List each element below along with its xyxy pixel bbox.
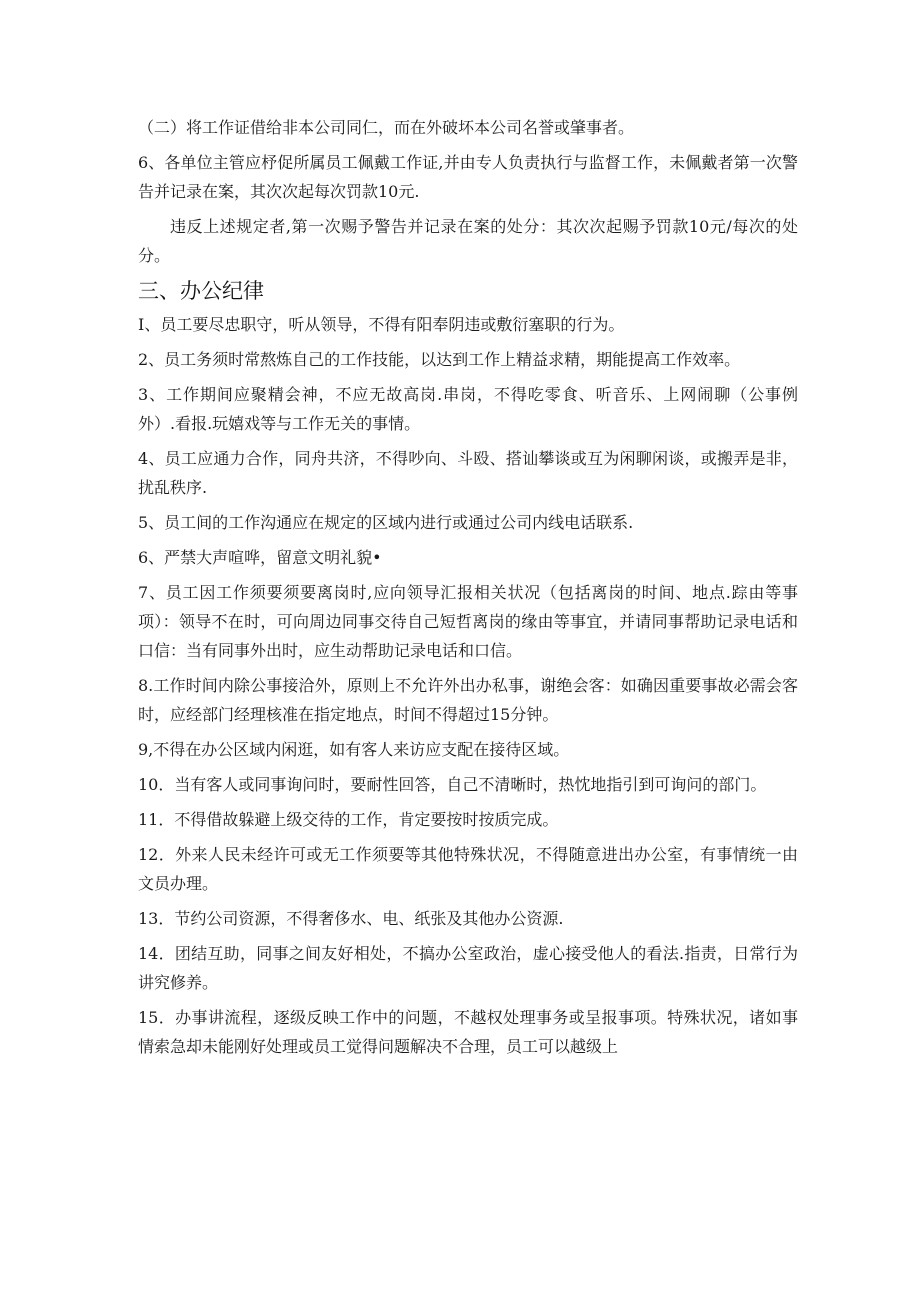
rule-item-7: 7、员工因工作须要须要离岗时,应向领导汇报相关状况（包括离岗的时间、地点.踪由等事项）：领导不在时，可向周边同事交待自己短哲离岗的缘由等事宜，并请同事帮助记录电话和口信：当有同事外出时，应生动帮助记录电话和口信。 — [138, 583, 798, 660]
rule-item-5: 5、员工间的工作沟通应在规定的区域内进行或通过公司内线电话联系. — [138, 513, 634, 532]
rule-item-4: 4、员工应通力合作，同舟共济，不得吵向、斗殴、搭讪攀谈或互为闲聊闲谈，或搬弄是非，扰乱秩序. — [138, 449, 798, 497]
rule-item-2: 2、员工务须时常熬炼自己的工作技能，以达到工作上精益求精，期能提高工作效率。 — [138, 350, 741, 369]
rule-item-3: 3、工作期间应聚精会神，不应无故高岗.串岗，不得吃零食、听音乐、上网闹聊（公事例外）.看报.玩嬉戏等与工作无关的事情。 — [138, 385, 798, 433]
document-body — [138, 113, 798, 1067]
rule-item-8: 8.工作时间内除公事接洽外，原则上不允许外出办私事，谢绝会客：如确因重要事故必需会客时，应经部门经理核准在指定地点，时间不得超过15分钟。 — [138, 676, 798, 724]
rule-item-9: 9,不得在办公区域内闲逛，如有客人来访应支配在接待区域。 — [138, 740, 570, 759]
intro-paragraph-2: 6、各单位主管应杼促所属员工佩戴工作证,并由专人负责执行与监督工作，未佩戴者第一次警告并记录在案，其次次起每次罚款10元. — [138, 153, 798, 201]
rule-item-15: 15．办事讲流程，逐级反映工作中的问题，不越权处理事务或呈报事项。特殊状况，诸如事情索急却未能刚好处理或员工觉得问题解决不合理，员工可以越级上 — [138, 1008, 798, 1056]
rule-item-1: I、员工要尽忠职守，听从领导，不得有阳奉阴违或敷衍塞职的行为。 — [138, 315, 625, 334]
rule-item-13: 13．节约公司资源，不得奢侈水、电、纸张及其他办公资源. — [138, 909, 564, 928]
rule-item-12: 12．外来人民未经许可或无工作须要等其他特殊状况，不得随意进出办公室，有事情统一由文员办理。 — [138, 845, 798, 893]
section-heading: 三、办公纪律 — [138, 279, 264, 303]
intro-paragraph-1: （二）将工作证借给非本公司同仁，而在外破坏本公司名誉或肇事者。 — [138, 118, 635, 137]
rule-item-6: 6、严禁大声喧哗，留意文明礼貌• — [138, 548, 382, 567]
rule-item-14: 14．团结互助，同事之间友好相处，不搞办公室政治，虚心接受他人的看法.指责，日常行为讲究修养。 — [138, 944, 798, 992]
rule-item-10: 10．当有客人或同事询问时，要耐性回答，自己不清晰时，热忱地指引到可询问的部门。 — [138, 775, 767, 794]
rule-item-11: 11．不得借故躲避上级交待的工作，肯定要按时按质完成。 — [138, 810, 559, 829]
intro-paragraph-3: 违反上述规定者,第一次赐予警告并记录在案的处分：其次次起赐予罚款10元/每次的处分。 — [138, 217, 798, 265]
